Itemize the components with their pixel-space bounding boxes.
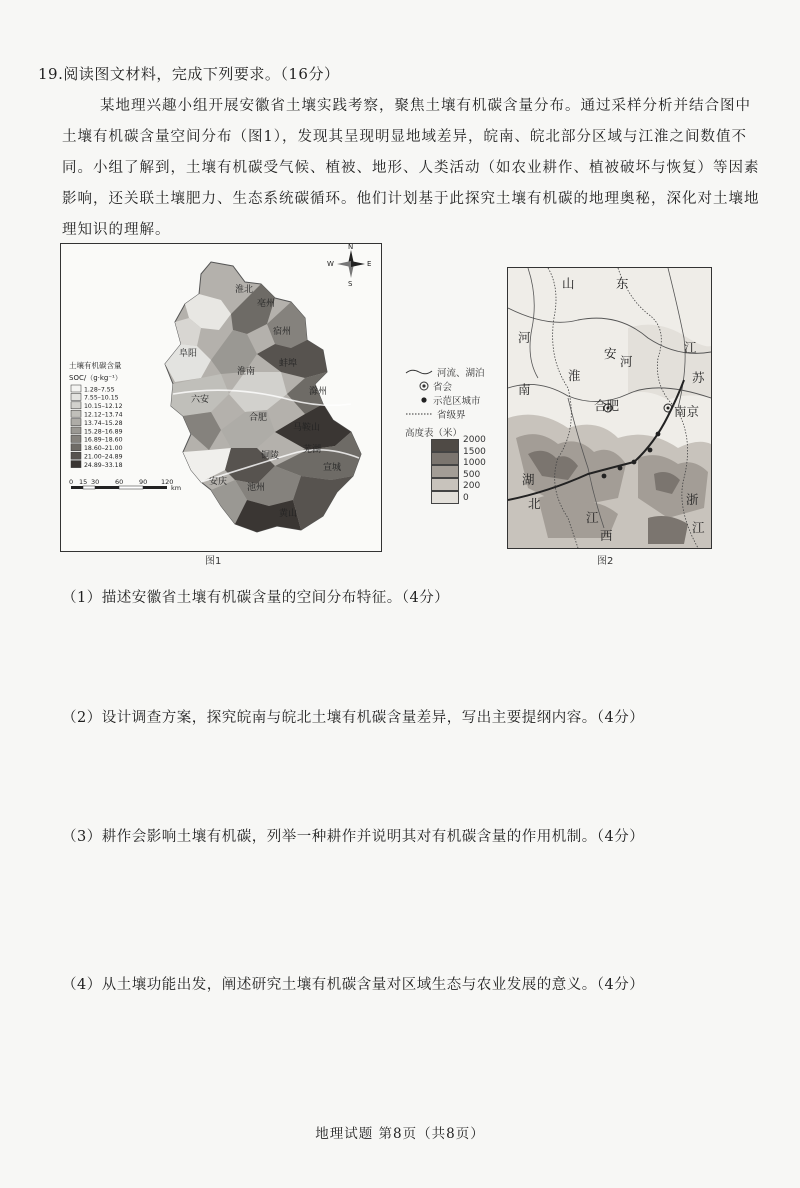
- elevation-label: 1000: [463, 458, 486, 468]
- map-label-nanjing: 南京: [674, 404, 700, 419]
- legend-label: 10.15–12.12: [84, 403, 123, 411]
- city-label: 阜阳: [179, 349, 198, 359]
- legend-label: 16.89–18.60: [84, 436, 123, 444]
- svg-text:土壤有机碳含量: 土壤有机碳含量: [69, 361, 122, 370]
- elevation-label: 1500: [463, 446, 486, 457]
- legend-swatch: [71, 452, 81, 459]
- legend-city-label: 示范区城市: [433, 396, 481, 407]
- legend-swatch: [71, 385, 81, 392]
- map-label-bei: 北: [528, 496, 541, 511]
- map-label-huai: 淮: [568, 368, 581, 383]
- map-label-he2: 河: [620, 354, 633, 369]
- legend-boundary-label: 省级界: [437, 410, 466, 421]
- compass-icon: [327, 244, 371, 288]
- city-label: 黄山: [279, 509, 298, 519]
- legend-label: 24.89–33.18: [84, 461, 123, 469]
- svg-text:120: 120: [161, 478, 174, 486]
- elevation-swatches: [431, 439, 459, 504]
- map-label-jiang: 江: [684, 340, 697, 355]
- sub-question-1: （1）描述安徽省土壤有机碳含量的空间分布特征。（4分）: [62, 590, 450, 606]
- scale-bar: [69, 478, 181, 492]
- river-symbol-icon: [405, 367, 433, 377]
- city-label: 池州: [247, 483, 266, 493]
- legend-label: 18.60–21.00: [84, 445, 123, 453]
- legend-label: 21.00–24.89: [84, 453, 123, 461]
- figure-1: [60, 243, 382, 552]
- map-label-hefei: 合肥: [594, 398, 620, 413]
- city-label: 淮南: [237, 367, 256, 377]
- elevation-label: 500: [463, 469, 481, 480]
- elevation-swatch: [431, 452, 459, 465]
- elevation-swatch: [431, 491, 459, 504]
- question-paragraph: 某地理兴趣小组开展安徽省土壤实践考察，聚焦土壤有机碳含量分布。通过采样分析并结合图中土壤有机碳含量空间分布（图1），发现其呈现明显地域差异，皖南、皖北部分区域与江淮之间数值不同。小组了解到，土壤有机碳受气候、植被、地形、人类活动（如农业耕作、植被破坏与恢复）等因素影响，还关联土壤肥力、生态系统碳循环。他们计划基于此探究土壤有机碳的地理奥秘，深化对土壤地理知识的理解。: [62, 98, 760, 238]
- city-label: 蚌埠: [279, 359, 298, 369]
- legend-swatch: [71, 435, 81, 442]
- svg-text:15: 15: [79, 478, 88, 486]
- map-label-shan: 山: [562, 276, 575, 291]
- map-label-jiang3: 江: [692, 520, 705, 535]
- city-label: 马鞍山: [293, 423, 321, 433]
- legend-label: 7.55–10.15: [84, 394, 119, 402]
- svg-text:30: 30: [91, 478, 100, 486]
- map-label-hu: 湖: [522, 472, 535, 487]
- figure-1-caption: 图1: [205, 556, 222, 567]
- svg-text:SOC/（g·kg⁻¹）: SOC/（g·kg⁻¹）: [69, 374, 122, 382]
- anhui-soc-map: [61, 244, 381, 551]
- svg-text:90: 90: [139, 478, 148, 486]
- map-label-jiang2: 江: [586, 510, 599, 525]
- svg-text:km: km: [171, 484, 182, 492]
- elevation-label: 2000: [463, 435, 486, 445]
- legend-river-label: 河流、湖泊: [437, 368, 485, 379]
- city-label: 宣城: [323, 463, 342, 473]
- map-label-dong: 东: [616, 276, 629, 291]
- svg-text:E: E: [367, 260, 372, 268]
- svg-text:W: W: [327, 260, 334, 268]
- map-label-xi: 西: [600, 528, 613, 543]
- map-label-su: 苏: [692, 370, 705, 385]
- legend-swatch: [71, 461, 81, 468]
- svg-text:N: N: [348, 244, 354, 251]
- city-label: 宿州: [273, 327, 292, 337]
- sub-question-2: （2）设计调查方案，探究皖南与皖北土壤有机碳含量差异，写出主要提纲内容。（4分）: [62, 710, 645, 726]
- figure-2-legend: [405, 365, 505, 504]
- city-label: 六安: [191, 395, 210, 405]
- legend-swatch: [71, 402, 81, 409]
- soc-legend: [69, 360, 123, 469]
- city-label: 铜陵: [261, 451, 280, 461]
- legend-label: 13.74–15.28: [84, 419, 123, 427]
- city-label: 淮北: [235, 285, 254, 295]
- city-label: 亳州: [257, 299, 276, 309]
- question-title: 19.阅读图文材料，完成下列要求。（16分）: [38, 65, 340, 83]
- legend-label: 12.12–13.74: [84, 411, 123, 419]
- city-symbol-icon: [419, 395, 429, 405]
- page-footer: 地理试题 第8页（共8页）: [315, 1126, 485, 1142]
- sub-question-4: （4）从土壤功能出发，阐述研究土壤有机碳含量对区域生态与农业发展的意义。（4分）: [62, 977, 645, 993]
- city-label: 滁州: [309, 387, 328, 397]
- elevation-swatch: [431, 465, 459, 478]
- elevation-label: 200: [463, 481, 481, 491]
- legend-label: 1.28–7.55: [84, 386, 115, 394]
- sub-question-3: （3）耕作会影响土壤有机碳，列举一种耕作并说明其对有机碳含量的作用机制。（4分）: [62, 829, 645, 845]
- legend-swatch: [71, 419, 81, 426]
- city-label: 芜湖: [303, 445, 322, 455]
- legend-capital-label: 省会: [433, 382, 453, 393]
- legend-label: 15.28–16.89: [84, 428, 123, 436]
- elevation-title: 高度表（米）: [405, 428, 463, 439]
- elevation-label: 0: [463, 492, 469, 503]
- capital-symbol-icon: [419, 381, 429, 391]
- map-label-nan: 南: [518, 382, 531, 397]
- figure-2: [507, 267, 712, 549]
- boundary-symbol-icon: [405, 409, 433, 419]
- figure-2-caption: 图2: [597, 556, 614, 567]
- elevation-swatch: [431, 478, 459, 491]
- legend-swatch: [71, 427, 81, 434]
- svg-text:0: 0: [69, 478, 74, 486]
- svg-text:S: S: [348, 280, 353, 288]
- map-label-zhe: 浙: [686, 492, 699, 507]
- svg-text:60: 60: [115, 478, 124, 486]
- elevation-swatch: [431, 439, 459, 452]
- legend-swatch: [71, 410, 81, 417]
- map-label-an: 安: [604, 346, 617, 361]
- map-label-he: 河: [518, 330, 531, 345]
- legend-swatch: [71, 444, 81, 451]
- city-label: 合肥: [249, 413, 268, 423]
- legend-swatch: [71, 393, 81, 400]
- city-label: 安庆: [209, 477, 228, 487]
